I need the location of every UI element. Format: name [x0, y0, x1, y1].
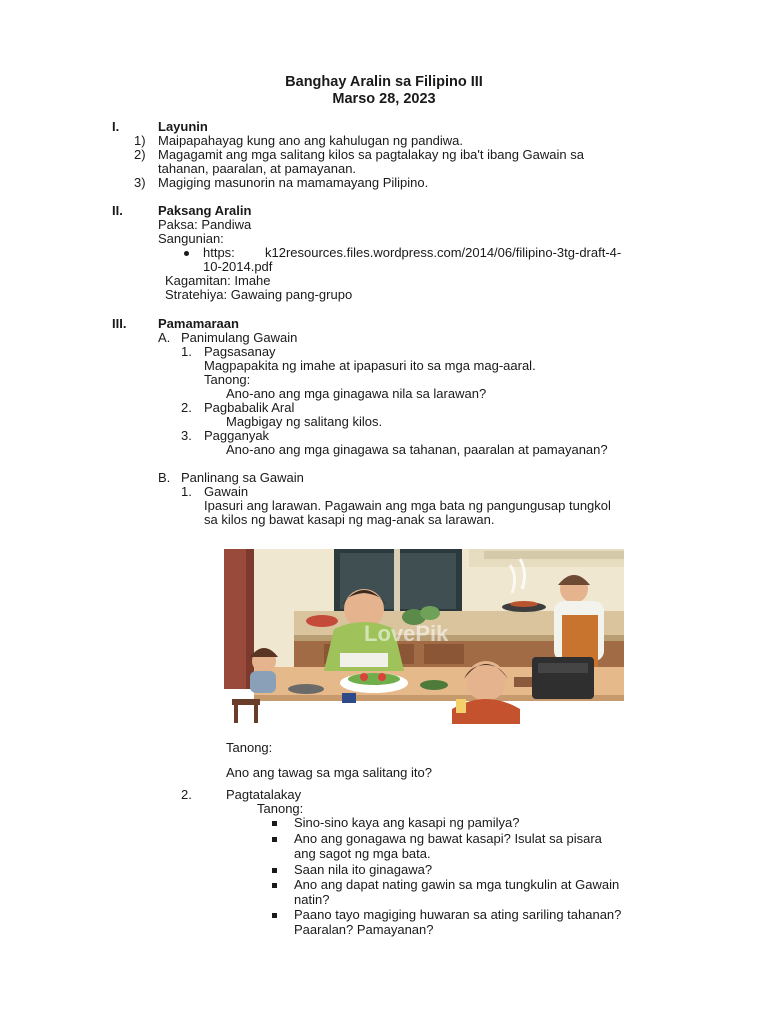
- objective-number: 2): [134, 147, 146, 162]
- step-title: Pagsasanay: [204, 344, 276, 359]
- step-number: 3.: [181, 428, 192, 443]
- sangunian-label: Sangunian:: [158, 231, 224, 246]
- objective-number: 3): [134, 175, 146, 190]
- objective-text-line: tahanan, paaralan, at pamayanan.: [158, 161, 357, 176]
- step-title: Gawain: [204, 484, 249, 499]
- bullet-icon: [184, 251, 189, 256]
- section-number-1: I.: [112, 119, 120, 134]
- objective-number: 1): [134, 133, 146, 148]
- section-heading-layunin: Layunin: [158, 119, 208, 134]
- step-title: Pagganyak: [204, 428, 270, 443]
- reference-link[interactable]: k12resources.files.wordpress.com/2014/06/filipino-3tg-draft-4-: [265, 245, 622, 260]
- discussion-question: Sino-sino kaya ang kasapi ng pamilya?: [294, 815, 520, 830]
- reference-link-continued[interactable]: 10-2014.pdf: [203, 259, 273, 274]
- discussion-question: Ano ang dapat nating gawin sa mga tungkulin at Gawain: [294, 877, 620, 892]
- step-title: Pagbabalik Aral: [204, 400, 295, 415]
- stratehiya-line: Stratehiya: Gawaing pang-grupo: [165, 287, 353, 302]
- subsection-letter: B.: [158, 470, 171, 485]
- tanong-label: Tanong:: [204, 372, 251, 387]
- objective-text: Maipapahayag kung ano ang kahulugan ng pandiwa.: [158, 133, 464, 148]
- square-bullet-icon: [272, 883, 277, 888]
- step-number: 2.: [181, 400, 192, 415]
- step-number: 2.: [181, 787, 192, 802]
- discussion-question: Paano tayo magiging huwaran sa ating sariling tahanan?: [294, 907, 622, 922]
- discussion-question-continued: natin?: [294, 892, 330, 907]
- paksa-line: Paksa: Pandiwa: [158, 217, 252, 232]
- lesson-title: Banghay Aralin sa Filipino III: [285, 74, 483, 90]
- image-watermark: LovePik: [364, 621, 449, 646]
- discussion-question-continued: ang sagot ng mga bata.: [294, 846, 431, 861]
- discussion-question-continued: Paaralan? Pamayanan?: [294, 922, 434, 937]
- tanong-label: Tanong:: [257, 801, 304, 816]
- section-number-2: II.: [112, 203, 123, 218]
- objective-text: Magiging masunorin na mamamayang Pilipino.: [158, 175, 429, 190]
- square-bullet-icon: [272, 821, 277, 826]
- family-kitchen-illustration: [224, 549, 624, 724]
- kagamitan-line: Kagamitan: Imahe: [165, 273, 271, 288]
- objective-text-line: Magagamit ang mga salitang kilos sa pagtalakay ng iba't ibang Gawain sa: [158, 147, 584, 162]
- step-number: 1.: [181, 344, 192, 359]
- step-description: Magpapakita ng imahe at ipapasuri ito sa mga mag-aaral.: [204, 358, 536, 373]
- subsection-letter: A.: [158, 330, 171, 345]
- square-bullet-icon: [272, 837, 277, 842]
- section-heading-pamamaraan: Pamamaraan: [158, 316, 239, 331]
- image-question: Ano ang tawag sa mga salitang ito?: [226, 765, 432, 780]
- discussion-question: Ano ang gonagawa ng bawat kasapi? Isulat sa pisara: [294, 831, 602, 846]
- lesson-date: Marso 28, 2023: [332, 91, 436, 107]
- reference-link-prefix[interactable]: https:: [203, 245, 235, 260]
- step-description: Magbigay ng salitang kilos.: [226, 414, 383, 429]
- subsection-title-panimulang: Panimulang Gawain: [181, 330, 298, 345]
- step-description-line: Ipasuri ang larawan. Pagawain ang mga bata ng pangungusap tungkol: [204, 498, 611, 513]
- subsection-title-panlinang: Panlinang sa Gawain: [181, 470, 304, 485]
- step-description-line: sa kilos ng bawat kasapi ng mag-anak sa larawan.: [204, 512, 495, 527]
- square-bullet-icon: [272, 868, 277, 873]
- step-question: Ano-ano ang mga ginagawa nila sa larawan?: [226, 386, 487, 401]
- section-heading-paksang-aralin: Paksang Aralin: [158, 203, 252, 218]
- discussion-question: Saan nila ito ginagawa?: [294, 862, 433, 877]
- square-bullet-icon: [272, 913, 277, 918]
- section-number-3: III.: [112, 316, 127, 331]
- step-description: Ano-ano ang mga ginagawa sa tahanan, paaralan at pamayanan?: [226, 442, 608, 457]
- step-number: 1.: [181, 484, 192, 499]
- step-title: Pagtatalakay: [226, 787, 302, 802]
- tanong-label: Tanong:: [226, 740, 273, 755]
